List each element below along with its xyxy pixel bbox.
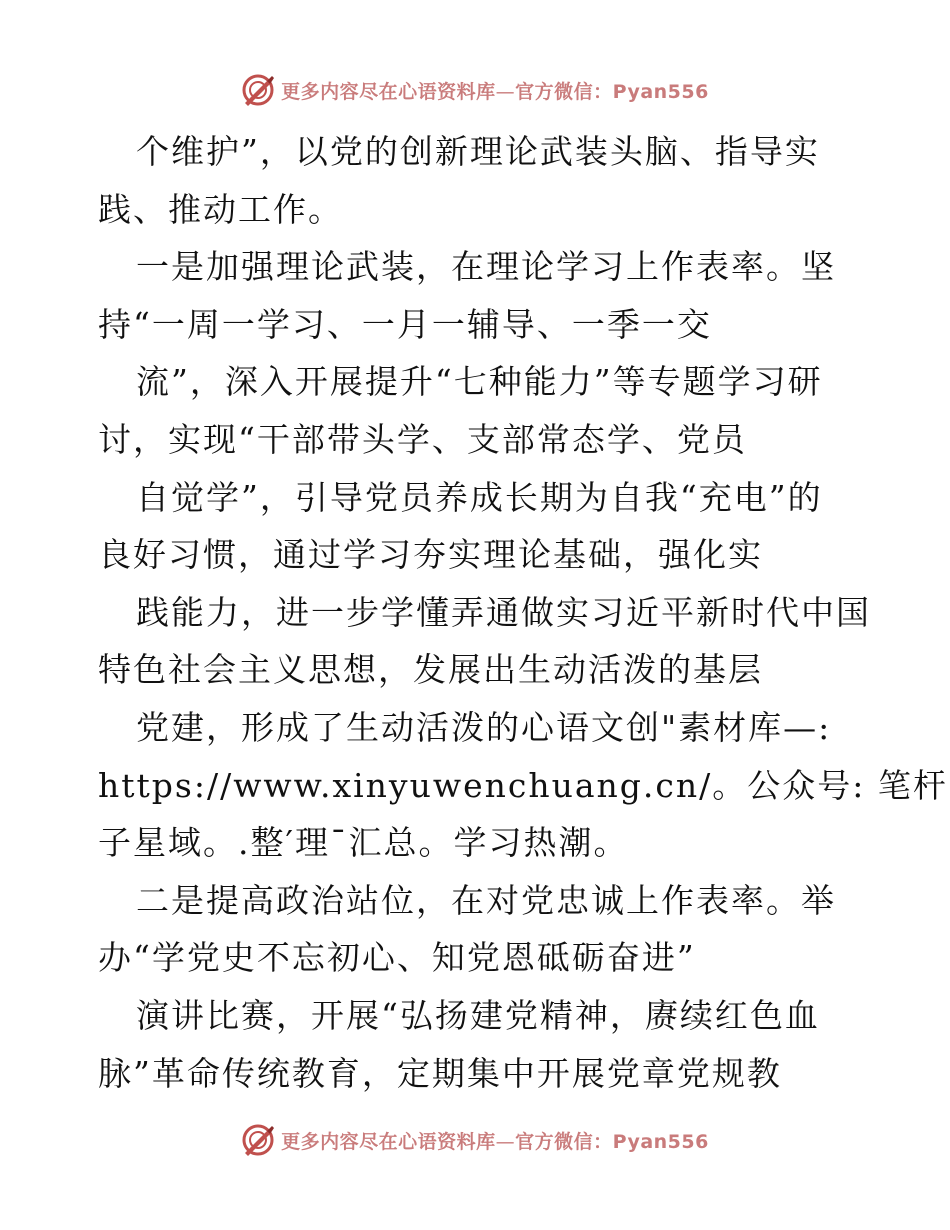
text-line: 党建，形成了生动活泼的心语文创"素材库—: xyxy=(136,707,832,747)
text-line: 一是加强理论武装，在理论学习上作表率。坚 xyxy=(136,247,836,287)
header-title: 更多内容尽在心语资料库 xyxy=(281,80,496,103)
text-line: 个维护”，以党的创新理论武装头脑、指导实 xyxy=(136,132,820,171)
text-line: 二是提高政治站位，在对党忠诚上作表率。举 xyxy=(136,880,836,920)
text-line: 演讲比赛，开展“弘扬建党精神，赓续红色血 xyxy=(136,995,820,1035)
text-line: 子星域。.整′理¯汇总。学习热潮。 xyxy=(98,823,629,863)
footer-banner xyxy=(0,1122,950,1158)
text-line: 讨，实现“干部带头学、支部常态学、党员 xyxy=(98,419,747,459)
text-line: https://www.xinyuwenchuang.cn/。公众号: 笔杆 xyxy=(98,765,948,805)
text-line: 良好习惯，通过学习夯实理论基础，强化实 xyxy=(98,535,763,575)
header-dash: — xyxy=(495,80,516,103)
text-line: 脉”革命传统教育，定期集中开展党章党规教 xyxy=(98,1053,782,1093)
footer-banner-text xyxy=(281,1127,709,1154)
header-banner xyxy=(0,72,950,108)
footer-wechat-label: 官方微信： xyxy=(515,1130,613,1153)
footer-wechat-id: Pyan556 xyxy=(612,1130,709,1153)
footer-dash: — xyxy=(495,1130,516,1153)
header-wechat-id: Pyan556 xyxy=(612,80,709,103)
text-line: 流”，深入开展提升“七种能力”等专题学习研 xyxy=(136,362,823,402)
document-body xyxy=(98,123,948,1102)
text-line: 自觉学”，引导党员养成长期为自我“充电”的 xyxy=(136,477,823,517)
pen-logo-icon xyxy=(241,1123,275,1157)
text-line: 践、推动工作。 xyxy=(98,189,343,229)
header-wechat-label: 官方微信： xyxy=(515,80,613,103)
text-line: 办“学党史不忘初心、知党恩砥砺奋进” xyxy=(98,938,696,978)
footer-title: 更多内容尽在心语资料库 xyxy=(281,1130,496,1153)
text-line: 践能力，进一步学懂弄通做实习近平新时代中国 xyxy=(136,592,871,632)
text-line: 特色社会主义思想，发展出生动活泼的基层 xyxy=(98,650,763,690)
pen-logo-icon xyxy=(241,73,275,107)
header-banner-text xyxy=(281,77,709,104)
text-line: 持“一周一学习、一月一辅导、一季一交 xyxy=(98,304,712,344)
